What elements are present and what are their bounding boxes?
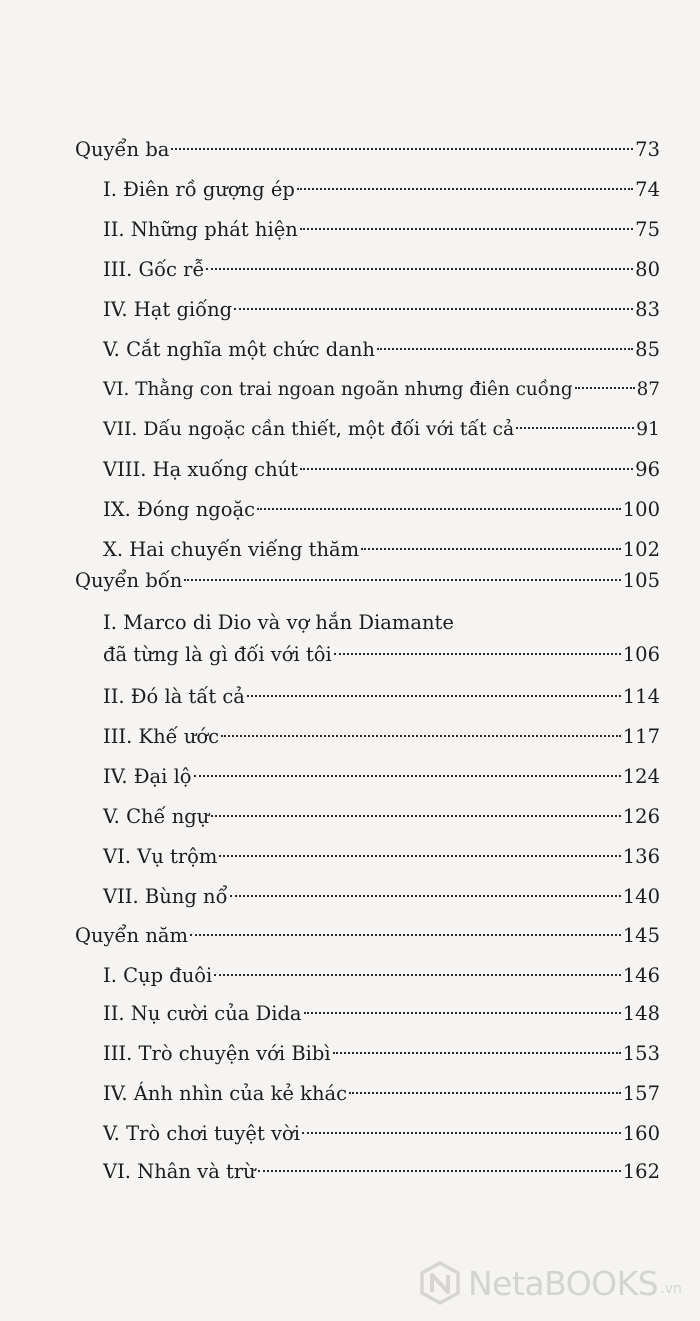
toc-entry-label: VI. Nhân và trừ bbox=[103, 1160, 256, 1183]
toc-entry-label: IV. Ánh nhìn của kẻ khác bbox=[103, 1082, 348, 1105]
dot-leader bbox=[257, 508, 621, 510]
dot-leader bbox=[377, 348, 633, 350]
dot-leader bbox=[333, 1052, 621, 1054]
watermark-brand: NetaBOOKS bbox=[468, 1263, 659, 1303]
netabooks-logo-icon bbox=[418, 1261, 462, 1305]
toc-entry bbox=[103, 256, 660, 284]
dot-leader bbox=[349, 1092, 621, 1094]
dot-leader bbox=[221, 735, 621, 737]
toc-page-number: 145 bbox=[622, 924, 660, 947]
dot-leader bbox=[219, 855, 620, 857]
toc-page-number: 102 bbox=[622, 538, 660, 561]
toc-entry bbox=[103, 1158, 660, 1186]
toc-entry bbox=[103, 376, 660, 404]
toc-page-number: 96 bbox=[635, 458, 660, 481]
toc-entry-label: VI. Vụ trộm bbox=[103, 845, 218, 868]
toc-page-number: 80 bbox=[635, 258, 660, 281]
toc-entry-label: I. Cụp đuôi bbox=[103, 964, 213, 987]
toc-entry-label: IV. Hạt giống bbox=[103, 298, 233, 321]
dot-leader bbox=[258, 1170, 621, 1172]
dot-leader bbox=[297, 188, 633, 190]
dot-leader bbox=[206, 268, 633, 270]
dot-leader bbox=[575, 387, 635, 389]
dot-leader bbox=[300, 228, 633, 230]
toc-entry-label: II. Đó là tất cả bbox=[103, 685, 245, 708]
toc-entry bbox=[103, 1040, 660, 1068]
dot-leader bbox=[184, 579, 620, 581]
toc-part-book-four bbox=[75, 567, 660, 595]
toc-entry-label: II. Những phát hiện bbox=[103, 218, 298, 241]
dot-leader bbox=[171, 148, 633, 150]
dot-leader bbox=[300, 468, 633, 470]
dot-leader bbox=[211, 815, 620, 817]
toc-entry-label: X. Hai chuyến viếng thăm bbox=[103, 538, 360, 561]
netabooks-watermark bbox=[418, 1255, 688, 1311]
toc-part-label: Quyển ba bbox=[75, 138, 170, 161]
toc-entry bbox=[103, 336, 660, 364]
toc-entry-label: IV. Đại lộ bbox=[103, 765, 192, 788]
toc-page-number: 83 bbox=[635, 298, 660, 321]
toc-entry-label: II. Nụ cười của Dida bbox=[103, 1002, 302, 1025]
toc-entry-label: V. Chế ngự bbox=[103, 805, 210, 828]
toc-part-label: Quyển bốn bbox=[75, 569, 183, 592]
toc-page-number: 85 bbox=[635, 338, 660, 361]
dot-leader bbox=[304, 1012, 621, 1014]
toc-entry bbox=[103, 641, 660, 669]
toc-entry-label: VII. Bùng nổ bbox=[103, 885, 228, 908]
toc-page-number: 148 bbox=[622, 1002, 660, 1025]
toc-entry bbox=[103, 803, 660, 831]
toc-entry-label: VIII. Hạ xuống chút bbox=[103, 458, 299, 481]
toc-part-book-three bbox=[75, 136, 660, 164]
toc-entry bbox=[103, 296, 660, 324]
dot-leader bbox=[247, 695, 621, 697]
toc-entry-first-line: I. Marco di Dio và vợ hắn Diamante bbox=[103, 611, 454, 634]
dot-leader bbox=[190, 934, 621, 936]
toc-entry-label: đã từng là gì đối với tôi bbox=[103, 643, 332, 666]
toc-entry bbox=[103, 683, 660, 711]
dot-leader bbox=[334, 653, 621, 655]
toc-page-number: 153 bbox=[622, 1042, 660, 1065]
toc-entry bbox=[103, 962, 660, 990]
dot-leader bbox=[214, 974, 620, 976]
toc-page-number: 91 bbox=[636, 419, 660, 440]
watermark-suffix: .vn bbox=[660, 1281, 682, 1297]
toc-page-number: 124 bbox=[622, 765, 660, 788]
toc-page-number: 157 bbox=[622, 1082, 660, 1105]
toc-page-number: 162 bbox=[622, 1160, 660, 1183]
toc-entry bbox=[103, 1000, 660, 1028]
toc-entry-label: III. Gốc rễ bbox=[103, 258, 205, 281]
toc-part-label: Quyển năm bbox=[75, 924, 188, 947]
toc-part-book-five bbox=[75, 922, 660, 950]
toc-entry-label: VI. Thằng con trai ngoan ngoãn nhưng điên cuồng bbox=[103, 379, 573, 400]
toc-page-number: 105 bbox=[622, 569, 660, 592]
toc-page-number: 73 bbox=[635, 138, 660, 161]
toc-page-number: 75 bbox=[635, 218, 660, 241]
dot-leader bbox=[230, 895, 621, 897]
toc-entry bbox=[103, 496, 660, 524]
toc-entry bbox=[103, 883, 660, 911]
toc-entry bbox=[103, 416, 660, 444]
toc-page-number: 87 bbox=[636, 379, 660, 400]
dot-leader bbox=[234, 308, 633, 310]
toc-page-number: 114 bbox=[622, 685, 660, 708]
toc-entry bbox=[103, 176, 660, 204]
toc-entry-label: VII. Dấu ngoặc cần thiết, một đối với tất cả bbox=[103, 419, 515, 440]
toc-entry bbox=[103, 1080, 660, 1108]
dot-leader bbox=[516, 427, 634, 429]
toc-entry-label: III. Trò chuyện với Bibì bbox=[103, 1042, 331, 1065]
dot-leader bbox=[194, 775, 621, 777]
toc-page-number: 106 bbox=[622, 643, 660, 666]
toc-entry-label: III. Khế ước bbox=[103, 725, 220, 748]
toc-entry bbox=[103, 1120, 660, 1148]
toc-page-number: 126 bbox=[622, 805, 660, 828]
toc-entry bbox=[103, 536, 660, 564]
toc-entry-label: IX. Đóng ngoặc bbox=[103, 498, 256, 521]
toc-page-number: 160 bbox=[622, 1122, 660, 1145]
toc-page-number: 74 bbox=[635, 178, 660, 201]
dot-leader bbox=[302, 1132, 621, 1134]
toc-entry bbox=[103, 456, 660, 484]
toc-page-number: 140 bbox=[622, 885, 660, 908]
toc-page-number: 117 bbox=[622, 725, 660, 748]
dot-leader bbox=[361, 548, 621, 550]
toc-entry-label: V. Cắt nghĩa một chức danh bbox=[103, 338, 375, 361]
toc-page-number: 100 bbox=[622, 498, 660, 521]
toc-entry-label: V. Trò chơi tuyệt vời bbox=[103, 1122, 300, 1145]
toc-entry bbox=[103, 763, 660, 791]
toc-entry bbox=[103, 843, 660, 871]
toc-page-number: 146 bbox=[622, 964, 660, 987]
toc-page-number: 136 bbox=[622, 845, 660, 868]
toc-entry-label: I. Điên rồ gượng ép bbox=[103, 178, 295, 201]
toc-entry bbox=[103, 216, 660, 244]
toc-entry bbox=[103, 723, 660, 751]
